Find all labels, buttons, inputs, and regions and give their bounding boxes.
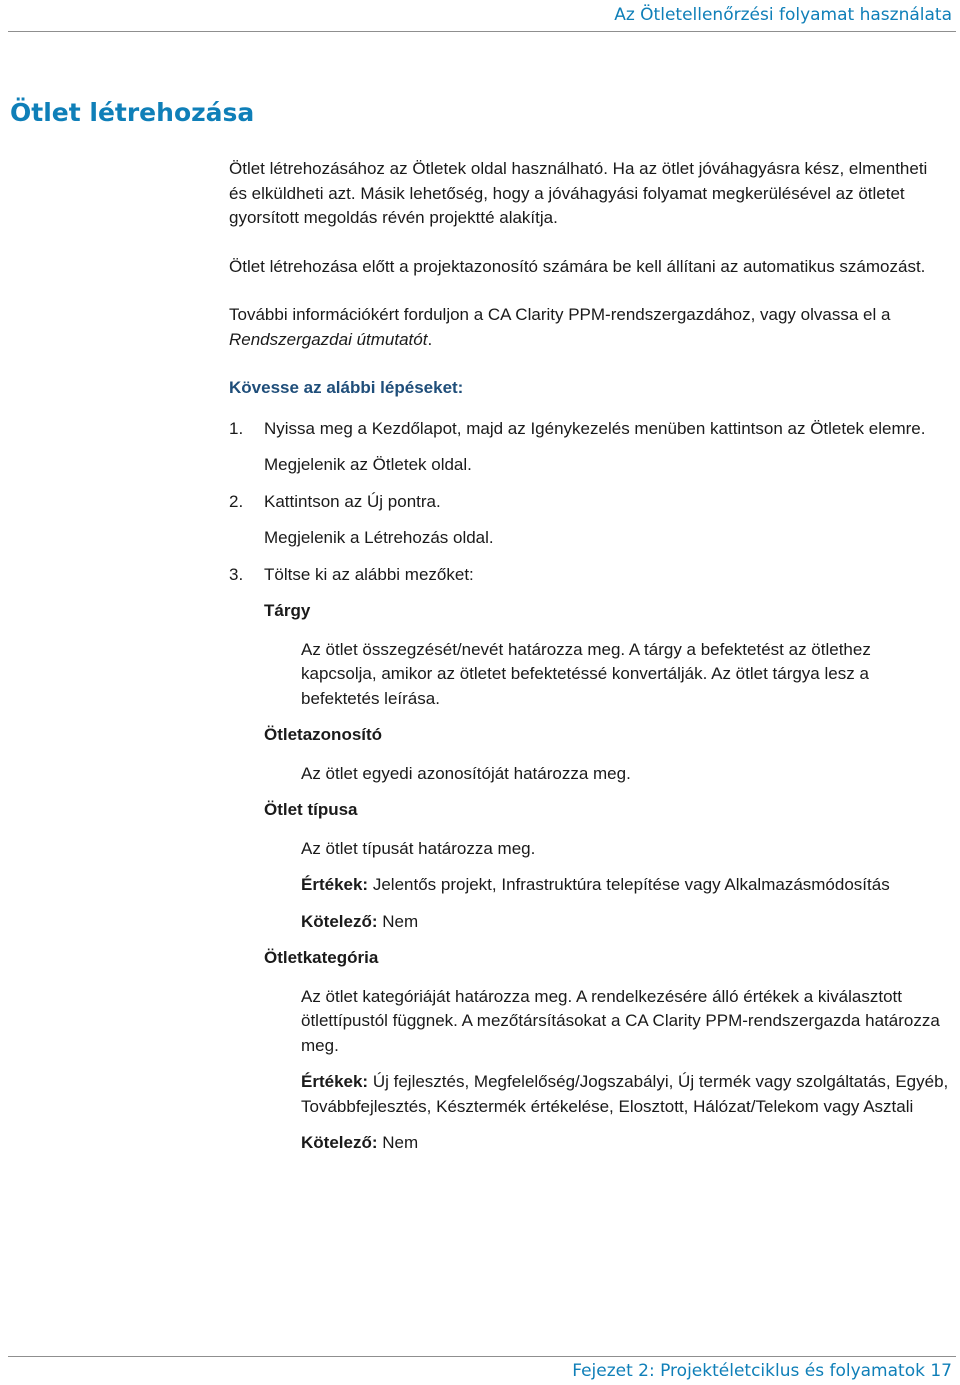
page-number: 17 xyxy=(930,1361,952,1381)
values-label: Értékek: xyxy=(301,1072,369,1091)
values-text: Új fejlesztés, Megfelelőség/Jogszabályi, Új termék vagy szolgáltatás, Egyéb, Továbbfejlesztés, Késztermék értékelése, Elosztott, Hálózat/Telekom vagy Asztali xyxy=(301,1072,949,1116)
field-name-idea-type: Ötlet típusa xyxy=(264,800,358,819)
field-desc-idea-category: Az ötlet kategóriáját határozza meg. A rendelkezésére álló értékek a kiválasztott ötlettípustól függnek. A mezőtársításokat a CA Clarity PPM-rendszergazda határozza meg. xyxy=(301,986,940,1055)
required-label: Kötelező: xyxy=(301,1133,378,1152)
field-list xyxy=(264,599,949,1156)
page-title: Ötlet létrehozása xyxy=(10,98,255,127)
step-2 xyxy=(229,490,949,515)
steps-heading: Kövesse az alábbi lépéseket: xyxy=(229,378,464,397)
field-required-idea-category xyxy=(301,1131,949,1156)
admin-guide-title: Rendszergazdai útmutatót xyxy=(229,329,428,349)
step-1 xyxy=(229,417,949,442)
running-header: Az Ötletellenőrzési folyamat használata xyxy=(614,5,952,25)
field-name-subject: Tárgy xyxy=(264,601,311,620)
step-number: 2. xyxy=(229,491,244,511)
info-paragraph xyxy=(229,303,949,352)
step-result: Megjelenik a Létrehozás oldal. xyxy=(264,528,494,547)
field-values-idea-type xyxy=(301,873,949,898)
field-desc-idea-type: Az ötlet típusát határozza meg. xyxy=(301,838,536,858)
page-footer xyxy=(572,1361,952,1381)
step-text: Töltse ki az alábbi mezőket: xyxy=(264,564,474,584)
step-text: Kattintson az Új pontra. xyxy=(264,491,441,511)
step-number: 1. xyxy=(229,418,244,438)
footer-divider xyxy=(8,1356,956,1357)
intro-paragraph: Ötlet létrehozásához az Ötletek oldal használható. Ha az ötlet jóváhagyásra kész, elmentheti és elküldheti azt. Másik lehetőség, hogy a jóváhagyási folyamat megkerülésével az ötletet gyorsított megoldás révén projektté alakítja. xyxy=(229,159,928,227)
field-required-idea-type xyxy=(301,910,949,935)
header-divider xyxy=(8,31,956,32)
chapter-title: Fejezet 2: Projektéletciklus és folyamatok xyxy=(572,1361,925,1381)
values-text: Jelentős projekt, Infrastruktúra telepítése vagy Alkalmazásmódosítás xyxy=(368,875,890,894)
step-text: Nyissa meg a Kezdőlapot, majd az Igénykezelés menüben kattintson az Ötletek elemre. xyxy=(264,418,926,438)
numbering-note: Ötlet létrehozása előtt a projektazonosító számára be kell állítani az automatikus számozást. xyxy=(229,256,926,276)
required-label: Kötelező: xyxy=(301,911,378,931)
field-values-idea-category xyxy=(301,1070,949,1119)
field-name-idea-category: Ötletkategória xyxy=(264,948,379,967)
field-desc-subject: Az ötlet összegzését/nevét határozza meg. A tárgy a befektetést az ötlethez kapcsolja, amikor az ötletet befektetéssé konvertálják. Az ötlet tárgya lesz a befektetés leírása. xyxy=(301,639,871,708)
step-3 xyxy=(229,563,949,588)
info-text: További információkért forduljon a CA Clarity PPM-rendszergazdához, vagy olvassa el a xyxy=(229,305,891,324)
info-end: . xyxy=(427,329,433,349)
step-result: Megjelenik az Ötletek oldal. xyxy=(264,455,472,474)
values-label: Értékek: xyxy=(301,875,369,894)
main-content xyxy=(229,157,949,1168)
field-name-idea-id: Ötletazonosító xyxy=(264,725,383,744)
required-text: Nem xyxy=(377,911,419,931)
required-text: Nem xyxy=(377,1133,419,1152)
field-desc-idea-id: Az ötlet egyedi azonosítóját határozza meg. xyxy=(301,763,631,783)
step-number: 3. xyxy=(229,564,244,584)
